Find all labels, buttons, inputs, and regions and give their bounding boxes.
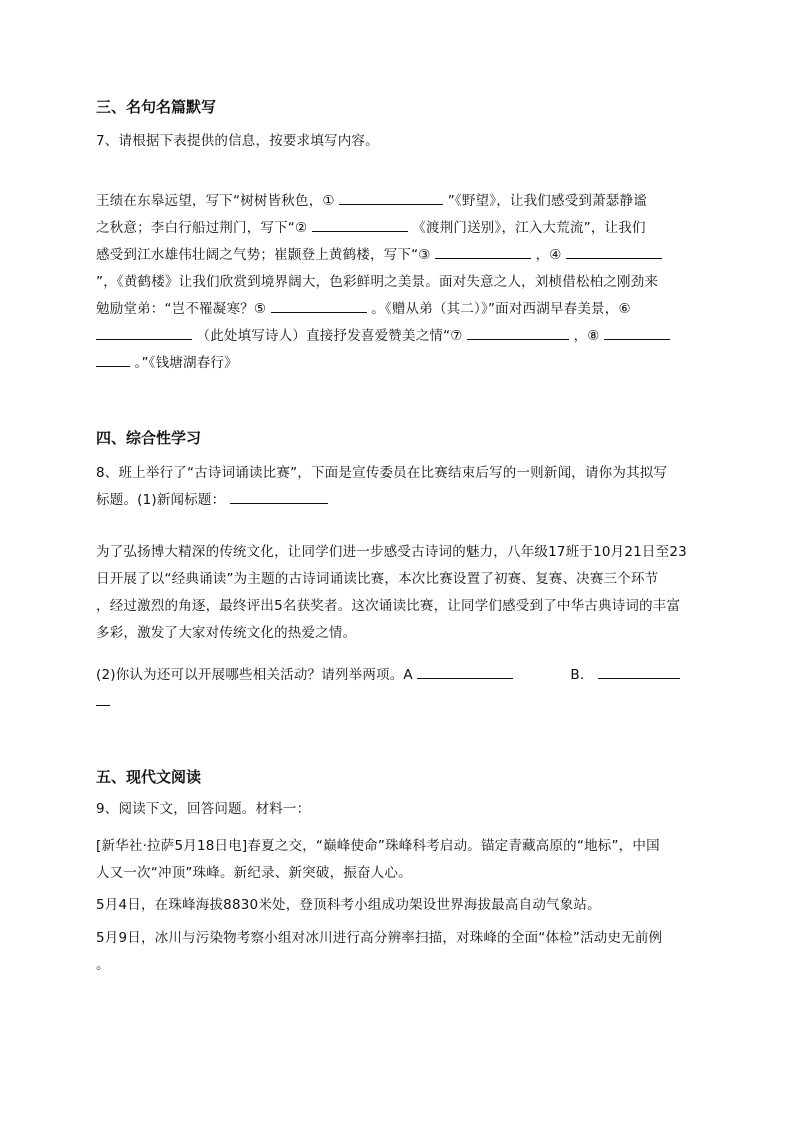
question-9-prompt: 9、阅读下文，回答问题。材料一： xyxy=(96,801,311,817)
passage-line-4: ”，《黄鹤楼》让我们欣赏到境界阔大，色彩鲜明之美景。面对失意之人，刘桢借松柏之刚劲来 xyxy=(96,274,659,290)
material-line-2: 人又一次“冲顶”珠峰。新纪录、新突破，振奋人心。 xyxy=(96,865,412,881)
passage-line-1: 王绩在东皋远望，写下“树树皆秋色，① ”《野望》，让我们感受到萧瑟静谧 xyxy=(96,188,696,215)
material-line-4: 5月9日，冰川与污染物考察小组对冰川进行高分辨率扫描，对珠峰的全面“体检”活动史无前例 xyxy=(96,930,663,946)
material-line-5: 。 xyxy=(96,957,110,973)
blank-8-cont[interactable] xyxy=(96,351,130,367)
news-line-3: ，经过激烈的角逐，最终评出5名获奖者。这次诵读比赛，让同学们感受到了中华古典诗词的丰富 xyxy=(96,598,681,614)
activity-b-blank-cont[interactable] xyxy=(96,690,110,706)
news-title-blank[interactable] xyxy=(230,488,328,504)
passage-line-6: （此处填写诗人）直接抒发喜爱赞美之情“⑦ ，⑧ xyxy=(96,323,696,350)
material-1 xyxy=(96,833,696,887)
blank-3[interactable] xyxy=(435,243,531,259)
activity-line: (2)你认为还可以开展哪些相关活动？请列举两项。A B． xyxy=(96,662,696,689)
question-8 xyxy=(96,460,696,514)
question-8-line-2: 标题。(1)新闻标题： xyxy=(96,487,696,514)
blank-4[interactable] xyxy=(566,243,662,259)
news-line-1: 为了弘扬博大精深的传统文化，让同学们进一步感受古诗词的魅力，八年级17班于10月21日至23 xyxy=(96,544,687,560)
section-4-title: 四、综合性学习 xyxy=(96,429,202,447)
activity-line-cont xyxy=(96,689,696,716)
section-3-title: 三、名句名篇默写 xyxy=(96,98,217,116)
passage-line-5: 勉励堂弟：“岂不罹凝寒？⑤ 。《赠从弟（其二）》”面对西湖早春美景，⑥ xyxy=(96,296,696,323)
blank-2[interactable] xyxy=(312,216,408,232)
blank-8[interactable] xyxy=(604,324,670,340)
news-article xyxy=(96,539,696,647)
blank-5[interactable] xyxy=(271,297,367,313)
material-1-item-1 xyxy=(96,892,696,919)
passage-line-2: 之秋意；李白行船过荆门，写下“② 《渡荆门送别》，江入大荒流”，让我们 xyxy=(96,215,696,242)
material-line-3: 5月4日，在珠峰海拔8830米处，登顶科考小组成功架设世界海拔最高自动气象站。 xyxy=(96,897,601,913)
question-8-part-2 xyxy=(96,662,696,716)
activity-b-blank[interactable] xyxy=(598,663,680,679)
news-line-4: 多彩，激发了大家对传统文化的热爱之情。 xyxy=(96,625,357,641)
passage-line-7: 。”《钱塘湖春行》 xyxy=(96,350,696,377)
activity-a-blank[interactable] xyxy=(417,663,513,679)
section-3 xyxy=(96,96,216,118)
blank-7[interactable] xyxy=(467,324,569,340)
question-7-passage xyxy=(96,188,696,377)
passage-line-3: 感受到江水雄伟壮阔之气势；崔颢登上黄鹤楼，写下“③ ，④ xyxy=(96,242,696,269)
material-line-1: [新华社·拉萨5月18日电]春夏之交，“巅峰使命”珠峰科考启动。锚定青藏高原的“地标”，中国 xyxy=(96,838,660,854)
blank-1[interactable] xyxy=(339,189,443,205)
section-5-title: 五、现代文阅读 xyxy=(96,768,202,786)
news-line-2: 日开展了以“经典诵读”为主题的古诗词诵读比赛，本次比赛设置了初赛、复赛、决赛三个环节 xyxy=(96,571,659,587)
material-1-item-2 xyxy=(96,925,696,979)
question-9 xyxy=(96,796,696,823)
question-7-prompt: 7、请根据下表提供的信息，按要求填写内容。 xyxy=(96,133,379,149)
question-8-line-1: 8、班上举行了“古诗词诵读比赛”，下面是宣传委员在比赛结束后写的一则新闻，请你为其拟写 xyxy=(96,465,668,481)
blank-6[interactable] xyxy=(96,324,192,340)
